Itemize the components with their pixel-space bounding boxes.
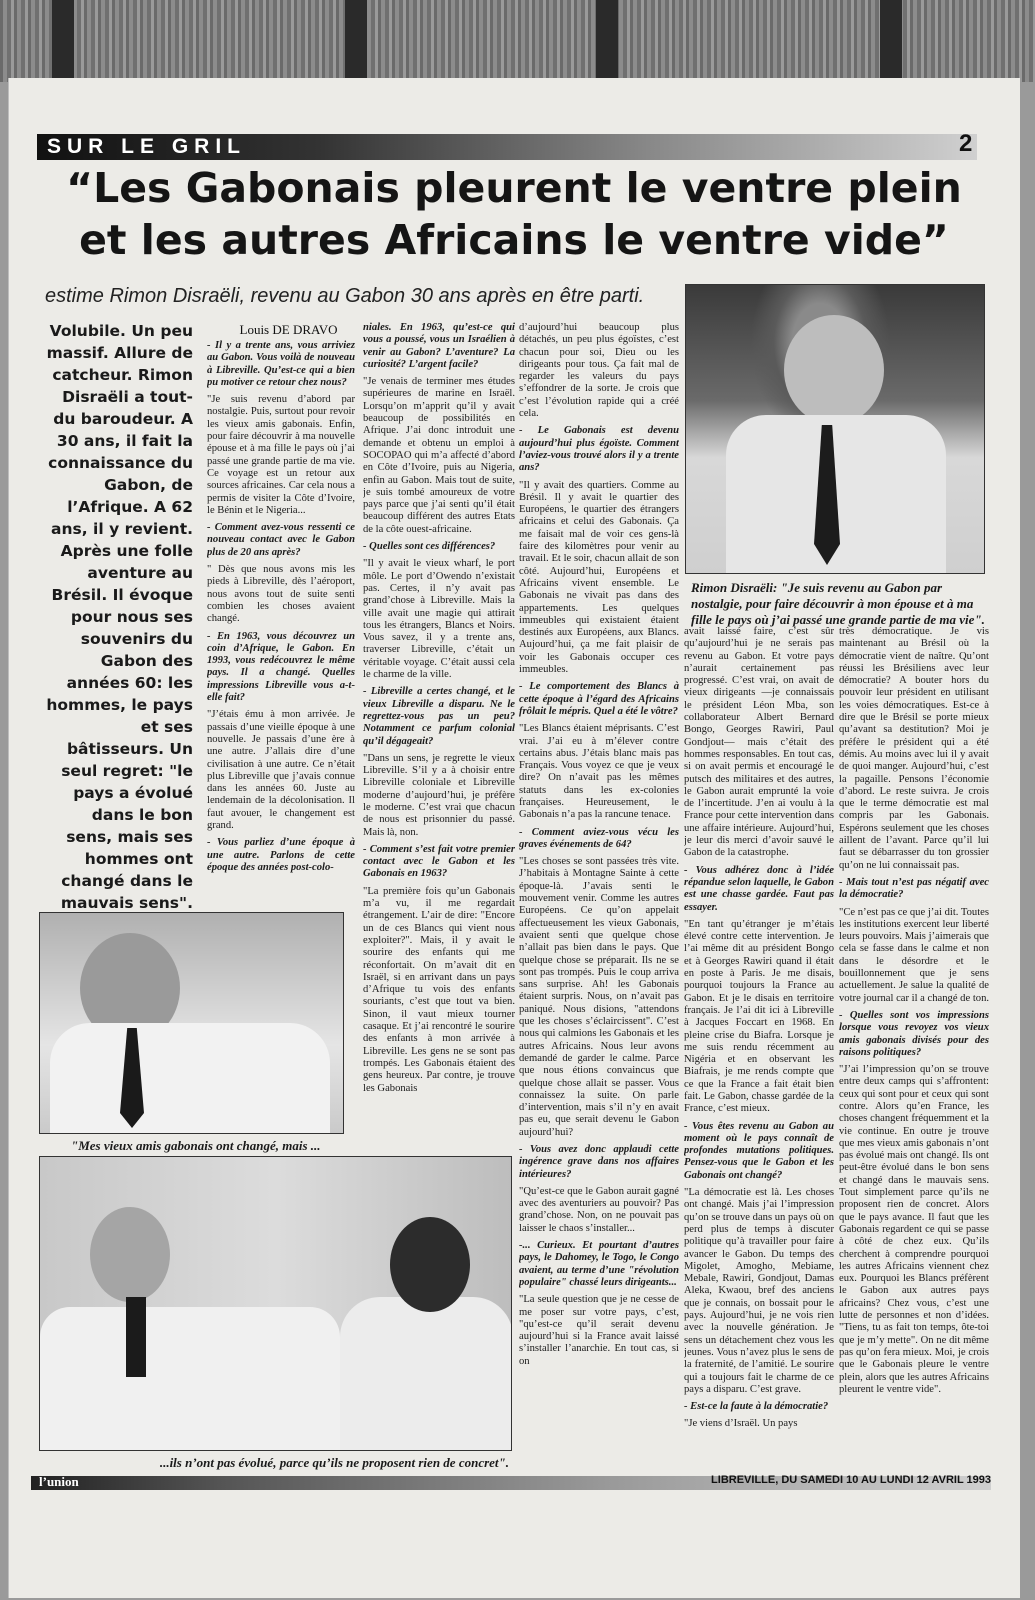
interview-answer: "Les Blancs étaient méprisants. C’est vrai. J’ai eu à m’élever contre certains abus. J’étais blanc mais pas Français. Vous voyez ce que je veux dire? On n’avait pas les mêmes statuts dans les ex-colonies françaises. Heureusement, le Gabonais n’a pas la rancune tenace. <box>519 723 679 821</box>
interview-answer: "En tant qu’étranger je m’étais élevé contre cette intervention. Je l’ai même dit au président Bongo et à Georges Rawiri quand il était en poste à Paris. Je me disais, pourquoi toujours la France au Gabon. Et je le disais en territoire français. Je l’ai dit ici à Libreville à Jacques Foccart en 1968. En pleine crise du Biafra. Lorsque je me suis rendu récemment au Nigéria et en observant les Biafrais, je me rends compte que ce que la France a fait était bien fait. Le Gabon, chasse gardée de la France, c’est mieux. <box>684 918 834 1115</box>
interview-question: - Mais tout n’est pas négatif avec la démocratie? <box>839 876 989 901</box>
interview-question: - Vous parliez d’une époque à une autre. Parlons de cette époque des années post-colo- <box>207 837 355 873</box>
interview-question: - Comment s’est fait votre premier contact avec le Gabon et les Gabonais en 1963? <box>363 843 515 880</box>
portrait-caption: Rimon Disraëli: "Je suis revenu au Gabon par nostalgie, pour faire découvrir à mon épouse et à ma fille le pays où j’ai passé une grande partie de ma vie". <box>691 580 985 627</box>
interview-question: - Comment avez-vous ressenti ce nouveau contact avec le Gabon plus de 20 ans après? <box>207 522 355 558</box>
interview-answer: "J’étais ému à mon arrivée. Je passais d’une vieille époque à une nouvelle. Je passais d’une ère à une autre. J’allais dire d’une civilisation à une autre. Ce n’était plus Libreville que j’avais connue dans les années 60. Juste au lendemain de la décolonisation. Il faut avouer, le changement est grand. <box>207 709 355 831</box>
scan-background-top <box>0 0 1035 82</box>
scan-artifact <box>880 0 902 82</box>
scan-artifact <box>345 0 367 82</box>
interview-question: - Comment aviez-vous vécu les graves événements de 64? <box>519 826 679 850</box>
interview-photo-2 <box>39 1156 512 1451</box>
article-column-4 <box>684 626 834 1456</box>
byline: Louis DE DRAVO <box>239 322 338 337</box>
scan-artifact <box>596 0 618 82</box>
interview-photo-2-caption: ...ils n’ont pas évolué, parce qu’ils ne proposent rien de concret". <box>159 1455 509 1470</box>
interview-answer: "Je viens d’Israël. Un pays <box>684 1418 798 1430</box>
interview-answer: "La première fois qu’un Gabonais m’a vu, il me regardait étrangement. L’air de dire: "Encore un de ces Blancs qui vient nous exploiter?". Mais, il y avait le sourire des enfants qui me réconfortait. On m’avait dit en Israël, si en arrivant dans un pays d’Afrique tu vois des enfants souriants, c’est que tout va bien. Sinon, il vaut mieux tourner casaque. Et j’ai rencontré le sourire des enfants à mon arrivée à Libreville. Les gens ne se sont pas trompés. Les Gabonais étaient des gens heureux. Par contre, je trouve les Gabonais <box>363 885 515 1094</box>
headline <box>39 162 989 266</box>
photo-figure-head <box>90 1207 170 1302</box>
interview-question: - Le Gabonais est devenu aujourd’hui plus égoïste. Comment l’aviez-vous trouvé alors il y a trente ans? <box>519 425 679 474</box>
portrait-photo <box>685 284 985 574</box>
interview-question: - Libreville a certes changé, et le vieux Libreville a disparu. Ne le regrettez-vous pas un peu? Notamment ce parfum colonial qu’il dégageait? <box>363 686 515 747</box>
interview-question: - Il y a trente ans, vous arriviez au Gabon. Vous voilà de nouveau à Libreville. Qu’est-ce qui a bien pu motiver ce retour chez nous? <box>207 340 355 388</box>
interview-answer: "Les choses se sont passées très vite. J’habitais à Montagne Sainte à cette époque-là. J’avais senti le mouvement venir. Comme les autres Européens. Ce qu’on appelait affectueusement les vieux Gabonais, avaient senti que quelque chose n’allait pas bien dans le pays. Que quelque chose se préparait. Ils ne se sont pas trompés. Puis le coup arriva sans surprise. Ah! les Gabonais étaient surpris. Nous, on n’avait pas paniqué. Nous disions, "attendons que les choses s’éclaircissent". C’est nous qui calmions les Gabonais et les autres Africains. Nous leur avons demandé de garder le calme. Parce que nous étions convaincus que quelque chose allait se passer. Vous connaissez la suite. On parle d’intervention, mais s’il n’y en avait pas eu, que serait devenu le Gabon aujourd’hui? <box>519 856 679 1138</box>
photo-figure-shirt <box>340 1297 512 1451</box>
article-column-1 <box>207 340 355 906</box>
subheadline: estime Rimon Disraëli, revenu au Gabon 30 ans après en être parti. <box>45 285 645 307</box>
interview-question: - Est-ce la faute à la démocratie? <box>684 1401 829 1413</box>
article-column-2 <box>363 322 515 1157</box>
interview-question: -... Curieux. Et pourtant d’autres pays, le Dahomey, le Togo, le Congo avaient, au terme d’une "révolution populaire" chassé leurs dirigeants... <box>519 1240 679 1288</box>
interview-question: niales. En 1963, qu’est-ce qui vous a poussé, vous un Israélien à venir au Gabon? L’aventure? La curiosité? L’argent facile? <box>363 322 515 370</box>
page-number: 2 <box>959 130 973 157</box>
photo-figure-head <box>390 1217 470 1312</box>
interview-answer: "Qu’est-ce que le Gabon aurait gagné avec des aventuriers au pouvoir? Pas grand’chose. Non, on ne pouvait pas laisser le chaos s’installer... <box>519 1185 679 1234</box>
interview-answer: "Il y avait le vieux wharf, le port môle. Le port d’Owendo n’existait pas. Certes, il n’y avait pas grand’chose à Libreville. Mais la ville avait une magie qui attirait tous les étrangers, Blancs et Noirs. Vous savez, il y a trente ans, traverser Libreville, c’était un véritable voyage. C’était aussi cela le charme de la ville. <box>363 558 515 681</box>
interview-question: - Vous adhérez donc à l’idée répandue selon laquelle, le Gabon est une chasse gardée. Faut pas essayer. <box>684 864 834 913</box>
newspaper-logo: l’union <box>39 1474 79 1489</box>
interview-answer: "Il y avait des quartiers. Comme au Brésil. Il y avait le quartier des Européens, le quartier des étrangers africains et celui des Gabonais. Ça me faisait mal de voir ces gens-là faire des kilomètres pour venir au travail. Et le soir, chacun allait de son côté. Aujourd’hui, Européens et Africains vivent ensemble. Le Gabonais ne vivait pas dans des appartements. Les quelques immeubles qui existaient étaient destinés aux Européens, aux Blancs. Aujourd’hui, ça me fait plaisir de voir les Gabonais occuper ces immeubles. <box>519 479 679 676</box>
photo-figure-head <box>784 315 884 425</box>
interview-answer: "J’ai l’impression qu’on se trouve entre deux camps qui s’affrontent: ceux qui sont pour et ceux qui sont contre. Alors qu’en France, les choses changent fréquemment et la vie continue. En outre je trouve que mes vieux amis gabonais n’ont pas évolué mais ont changé. Ils ont peut-être évolué dans le bon sens et changé dans le mauvais sens. Tout simplement parce qu’ils ne proposent rien de concret. Alors que le pays avance. Il faut que les Gabonais regardent ce qui se passe à côté de chez eux. Qu’ils cherchent à comprendre pourquoi les autres Africains viennent chez eux. Pourquoi les Blancs préfèrent le Gabon aux autres pays africains? Chez vous, c’est une lutte de personnes et non d’idées. "Tiens, tu as fait ton temps, ôte-toi que je m’y mette". On ne dit même pas qu’on fera mieux. Moi, je crois que le Gabonais pleure le ventre plein, alors que les autres Africains pleurent le ventre vide". <box>839 1064 989 1395</box>
interview-question: - Vous êtes revenu au Gabon au moment où le pays connaît de profondes mutations politiques. Pensez-vous que le Gabon et les Gabonais ont changé? <box>684 1120 834 1181</box>
section-rubric-bar <box>37 134 977 160</box>
headline-line-1: “Les Gabonais pleurent le ventre plein <box>66 164 962 212</box>
interview-answer: avait laissé faire, c’est sûr qu’aujourd’hui je ne serais pas revenu au Gabon. Et votre pays n’aurait certainement pas progressé. C’est vrai, on avait de vieux dirigeants —je connaissais le président Léon Mba, son collaborateur Albert Bernard Bongo, Georges Rawiri, Paul Gondjout— mais c’était des hommes responsables. En tout cas, si on avait permis et encouragé le putsch des militaires et des autres, le Gabon aurait emprunté la voie de l’incertitude. J’en ai voulu à la France pour cette intervention dans une affaire intérieure. Aujourd’hui, je leur dis merci d’avoir sauvé le Gabon de la catastrophe. <box>684 626 834 859</box>
article-column-5 <box>839 626 989 1456</box>
section-rubric: SUR LE GRIL <box>47 135 247 158</box>
interview-question: - Vous avez donc applaudi cette ingérence grave dans nos affaires intérieures? <box>519 1144 679 1180</box>
article-column-3 <box>519 322 679 1454</box>
interview-answer: "Dans un sens, je regrette le vieux Libreville. S’il y a à choisir entre Libreville coloniale et Libreville moderne d’aujourd’hui, je préfère le moderne. C’est vrai que chacun de nous est prisonnier du passé. Mais là, non. <box>363 752 515 838</box>
interview-question: - Quelles sont vos impressions lorsque vous revoyez vos vieux amis gabonais divisés pour des raisons politiques? <box>839 1009 989 1058</box>
interview-photo-1-caption: "Mes vieux amis gabonais ont changé, mais ... <box>71 1138 321 1153</box>
interview-question: - Le comportement des Blancs à cette époque à l’égard des Africains frôlait le mépris. Quel a été le vôtre? <box>519 681 679 717</box>
interview-answer: très démocratique. Je vis maintenant au Brésil où la démocratie vient de naître. Qu’ont réussi les Brésiliens avec leur démocratie? A bouter hors du pouvoir leur président en utilisant les voies démocratiques. Est-ce à dire que le Brésil se porte mieux qu’avant sa destitution? Moi je préfère le président qui a été démis. Au moins avec lui il y avait de quoi manger. Aujourd’hui, c’est la pagaille. Pensons l’économie d’abord. Le reste suivra. Je crois que le terme démocratie est mal compris par les Gabonais. Espérons seulement que les choses aillent de l’avant. Parce qu’il lui faut se débarrasser du ton grossier qu’on ne lui connaissait pas. <box>839 626 989 871</box>
interview-answer: "Je venais de terminer mes études supérieures de marine en Israël. Lorsqu’on m’apprit qu’il y avait beaucoup de possibilités en Afrique. J’ai donc introduit une demande et obtenu un emploi à SOCOPAO qui m’a affecté d’abord en Côte d’Ivoire, puis au Nigeria, enfin au Gabon. Mais tout de suite, je suis tombé amoureux de votre pays parce que j’ai senti qu’il était beaucoup différent des autres Etats de la côte ouest-africaine. <box>363 376 515 535</box>
interview-answer: " Dès que nous avons mis les pieds à Libreville, dès l’aéroport, nous avons tout de suite senti combien les choses avaient changé. <box>207 564 355 625</box>
interview-answer: "La démocratie est là. Les choses ont changé. Mais j’ai l’impression qu’on se trouve dans un pays où on perd plus de temps à discuter politique qu’à travailler pour faire avancer le Gabon. Du temps des Migolet, Amogho, Mebiame, Mebale, Rawiri, Gondjout, Damas Aleka, Kwaou, bref des anciens que je connais, on bossait pour le pays. Aujourd’hui, je ne vois rien avec la nouvelle génération. Je sens un détachement chez vous les jeunes. Vous n’avez plus le sens de la fraternité, de l’amitié. Le sourire qui a toujours fait le charme de ce pays a disparu. C’est grave. <box>684 1187 834 1395</box>
newspaper-page <box>8 78 1020 1598</box>
interview-answer: d’aujourd’hui beaucoup plus détachés, un peu plus égoïstes, c’est chacun pour soi, Dieu ou les dirigeants pour tous. Ça fait mal de regarder les valeurs du pays s’effondrer de la sorte. Je crois que c’est l’évolution rapide qui a créé cela. <box>519 322 679 420</box>
photo-figure-tie <box>126 1297 146 1377</box>
interview-answer: "La seule question que je ne cesse de me poser sur votre pays, c’est, "qu’est-ce qu’il serait devenu aujourd’hui si la France avait laissé s’installer l’anarchie. En tout cas, si on <box>519 1294 679 1367</box>
footer-dateline: LIBREVILLE, DU SAMEDI 10 AU LUNDI 12 AVRIL 1993 <box>711 1474 991 1486</box>
interview-answer: "Je suis revenu d’abord par nostalgie. Puis, surtout pour revoir les vieux amis gabonais. Enfin, pour faire découvrir à ma nouvelle épouse et à ma fille le pays où j’ai passé une grande partie de ma vie. Ce voyage est un retour aux sources africaines. Car cela nous a permis de visiter la Côte d’Ivoire, le Bénin et le Nigeria... <box>207 394 355 516</box>
photo-sofa <box>40 1307 340 1451</box>
headline-line-2: et les autres Africains le ventre vide” <box>79 216 949 264</box>
interview-answer: "Ce n’est pas ce que j’ai dit. Toutes les institutions exercent leur liberté leurs pouvoirs. Mais j’aimerais que cela se fasse dans le calme et non dans le désordre et le bouillonnement que je sens actuellement. Je salue la qualité de votre journal car il a changé de ton. <box>839 906 989 1004</box>
photo-figure-shirt <box>50 1023 330 1133</box>
interview-photo-1 <box>39 912 344 1134</box>
scan-artifact <box>52 0 74 82</box>
interview-question: - Quelles sont ces différences? <box>363 541 496 553</box>
interview-question: - En 1963, vous découvrez un coin d’Afrique, le Gabon. En 1993, vous redécouvrez le même pays. Il a changé. Quelles impressions Libreville vous a-t-elle fait? <box>207 630 355 704</box>
intro-paragraph: Volubile. Un peu massif. Allure de catcheur. Rimon Disraëli a tout-du baroudeur. A 30 ans, il fait la connaissance du Gabon, de l’Afrique. A 62 ans, il y revient. Après une folle aventure au Brésil. Il évoque pour nous ses souvenirs du Gabon des années 60: les hommes, le pays et ses bâtisseurs. Un seul regret: "le pays a évolué dans le bon sens, mais ses hommes ont changé dans le mauvais sens". <box>46 322 193 912</box>
